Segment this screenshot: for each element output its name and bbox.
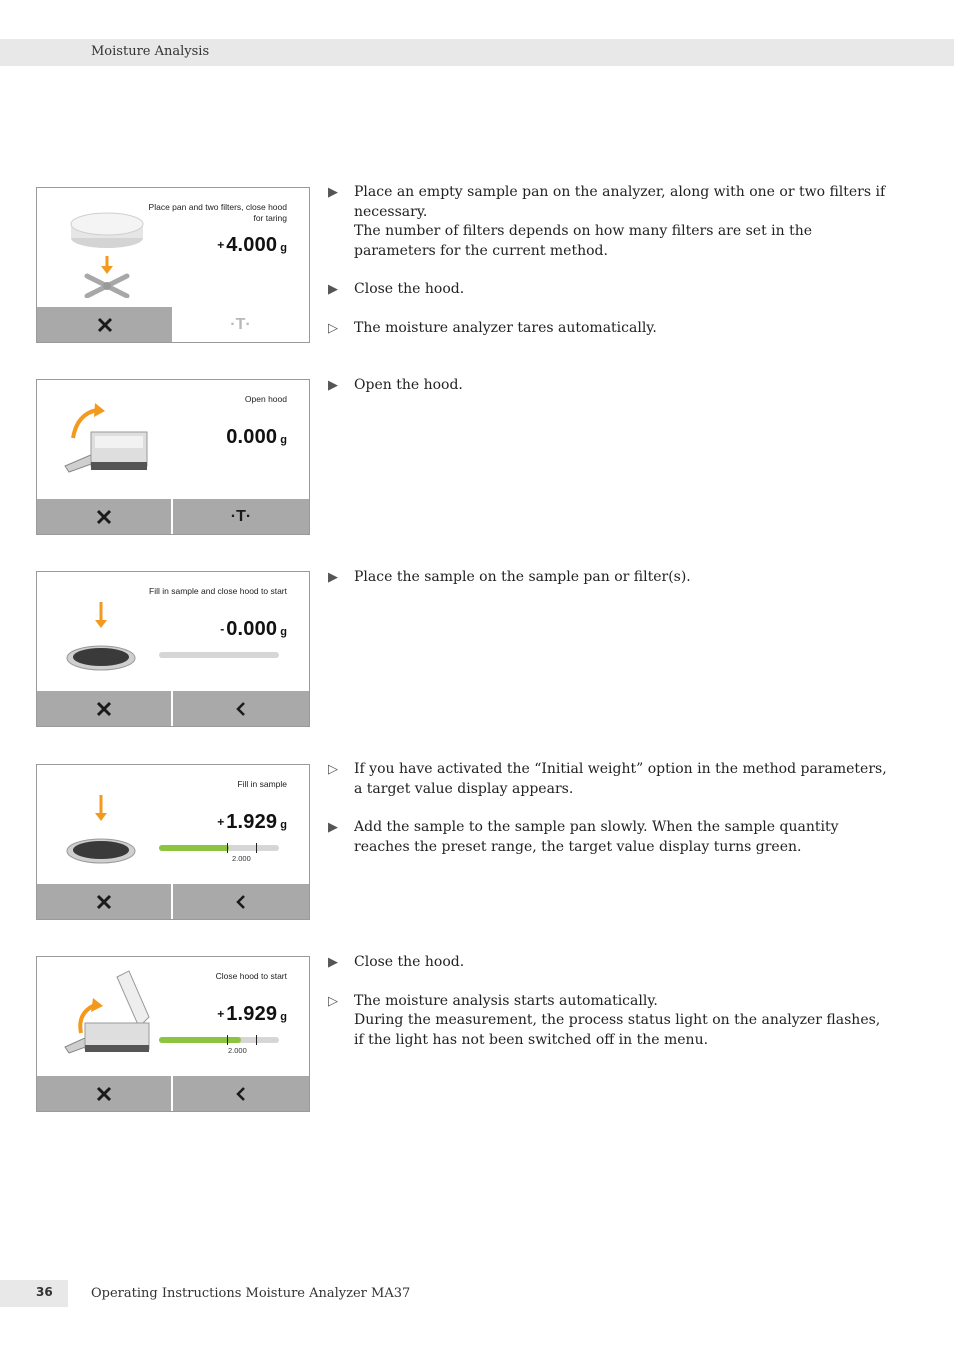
screen-button-bar bbox=[37, 499, 309, 534]
analyzer-screen-4 bbox=[36, 764, 310, 920]
weight-value: 4.000 bbox=[226, 234, 278, 256]
fill-sample-illustration bbox=[57, 582, 177, 682]
weight-readout bbox=[224, 426, 287, 449]
target-weight-bar bbox=[159, 1037, 279, 1043]
analyzer-screen-1 bbox=[36, 187, 310, 343]
page-number: 36 bbox=[36, 1285, 53, 1299]
screen-message: Place pan and two filters, close hood for taring bbox=[148, 202, 287, 223]
weight-readout bbox=[217, 234, 287, 257]
close-icon bbox=[97, 317, 113, 333]
step-text: Open the hood. bbox=[354, 377, 463, 393]
result-arrow-icon: ▷ bbox=[328, 993, 338, 1009]
action-arrow-icon: ▶ bbox=[328, 185, 338, 200]
analyzer-screen-3 bbox=[36, 571, 310, 727]
screen-message: Open hood bbox=[244, 394, 287, 404]
chevron-left-icon bbox=[234, 701, 248, 717]
progress-fill bbox=[159, 1037, 241, 1043]
step-text: The moisture analyzer tares automatically. bbox=[354, 319, 657, 336]
tare-icon: ·T· bbox=[230, 507, 252, 525]
step-text: Close the hood. bbox=[354, 281, 465, 297]
close-icon bbox=[96, 701, 112, 717]
tare-button[interactable] bbox=[173, 499, 309, 534]
action-step bbox=[328, 953, 888, 973]
target-value-label: 2.000 bbox=[228, 1046, 247, 1055]
weight-sign: + bbox=[217, 815, 225, 829]
screen-button-bar bbox=[37, 1076, 309, 1111]
close-icon bbox=[96, 509, 112, 525]
open-hood-illustration bbox=[57, 390, 177, 490]
page-header-title: Moisture Analysis bbox=[91, 44, 210, 59]
page-number-box bbox=[0, 1280, 68, 1307]
action-arrow-icon: ▶ bbox=[328, 282, 338, 297]
weight-unit: g bbox=[280, 819, 287, 831]
action-step bbox=[328, 183, 888, 261]
weight-sign: - bbox=[220, 622, 225, 636]
screen-button-bar bbox=[37, 884, 309, 919]
target-value-label: 2.000 bbox=[232, 854, 251, 863]
tolerance-upper-tick bbox=[256, 1035, 257, 1045]
step-text: Close the hood. bbox=[354, 954, 465, 970]
screen-button-bar bbox=[37, 691, 309, 726]
step-text: The number of filters depends on how many filters are set in the parameters for the current method. bbox=[354, 223, 813, 259]
step-text: Add the sample to the sample pan slowly. When the sample quantity reaches the preset range, the target value display turns green. bbox=[354, 819, 839, 855]
chevron-left-icon bbox=[234, 894, 248, 910]
close-icon bbox=[96, 894, 112, 910]
progress-fill bbox=[159, 845, 229, 851]
weight-sign: + bbox=[217, 1007, 225, 1021]
chevron-left-icon bbox=[234, 1086, 248, 1102]
result-arrow-icon: ▷ bbox=[328, 320, 338, 336]
step-text: If you have activated the “Initial weight” option in the method parameters, a target value display appears. bbox=[354, 761, 887, 797]
step-text: Place an empty sample pan on the analyzer, along with one or two filters if necessary. bbox=[354, 184, 886, 220]
weight-unit: g bbox=[280, 434, 287, 446]
step-text: Place the sample on the sample pan or filter(s). bbox=[354, 569, 691, 585]
action-arrow-icon: ▶ bbox=[328, 378, 338, 393]
weight-value: 1.929 bbox=[226, 1003, 278, 1025]
instructions-block-2 bbox=[328, 376, 888, 415]
screen-message: Fill in sample and close hood to start bbox=[149, 586, 287, 596]
weight-unit: g bbox=[280, 242, 287, 254]
tare-button-disabled bbox=[172, 307, 309, 342]
instructions-block-5 bbox=[328, 953, 888, 1069]
screen-button-bar bbox=[37, 307, 309, 342]
add-sample-illustration bbox=[57, 775, 177, 875]
action-arrow-icon: ▶ bbox=[328, 955, 338, 970]
result-step bbox=[328, 319, 888, 339]
back-button[interactable] bbox=[173, 884, 309, 919]
tolerance-lower-tick bbox=[227, 1035, 228, 1045]
result-arrow-icon: ▷ bbox=[328, 762, 338, 777]
action-step bbox=[328, 280, 888, 300]
footer-title: Operating Instructions Moisture Analyzer MA37 bbox=[91, 1286, 411, 1301]
back-button[interactable] bbox=[173, 691, 309, 726]
tolerance-lower-tick bbox=[227, 843, 228, 853]
tolerance-upper-tick bbox=[256, 843, 257, 853]
weight-readout bbox=[220, 618, 287, 641]
weighing-progress-bar bbox=[159, 652, 279, 658]
action-step bbox=[328, 818, 888, 857]
step-text: During the measurement, the process status light on the analyzer flashes, if the light has not been switched off in the menu. bbox=[354, 1012, 881, 1048]
weight-value: 1.929 bbox=[226, 811, 278, 833]
analyzer-screen-5 bbox=[36, 956, 310, 1112]
weight-readout bbox=[217, 1003, 287, 1026]
weight-readout bbox=[217, 811, 287, 834]
weight-value: 0.000 bbox=[226, 618, 278, 640]
close-hood-illustration bbox=[57, 967, 177, 1067]
cancel-button[interactable] bbox=[37, 1076, 171, 1111]
step-text: The moisture analysis starts automatically. bbox=[354, 992, 658, 1009]
target-weight-bar bbox=[159, 845, 279, 851]
weight-unit: g bbox=[280, 626, 287, 638]
result-step bbox=[328, 992, 888, 1051]
action-arrow-icon: ▶ bbox=[328, 570, 338, 585]
screen-message: Close hood to start bbox=[215, 971, 287, 981]
close-icon bbox=[96, 1086, 112, 1102]
action-step bbox=[328, 376, 888, 396]
tare-icon: ·T· bbox=[230, 315, 251, 333]
instructions-block-3 bbox=[328, 568, 888, 607]
screen-message: Fill in sample bbox=[237, 779, 287, 789]
cancel-button[interactable] bbox=[37, 691, 171, 726]
analyzer-screen-2 bbox=[36, 379, 310, 535]
action-arrow-icon: ▶ bbox=[328, 820, 338, 835]
weight-unit: g bbox=[280, 1011, 287, 1023]
instructions-block-4 bbox=[328, 760, 888, 876]
action-step bbox=[328, 568, 888, 588]
weight-value: 0.000 bbox=[226, 426, 278, 448]
cancel-button[interactable] bbox=[37, 499, 171, 534]
cancel-button[interactable] bbox=[37, 307, 172, 342]
cancel-button[interactable] bbox=[37, 884, 171, 919]
instructions-block-1 bbox=[328, 183, 888, 357]
result-step bbox=[328, 760, 888, 799]
back-button[interactable] bbox=[173, 1076, 309, 1111]
weight-sign: + bbox=[217, 238, 225, 252]
